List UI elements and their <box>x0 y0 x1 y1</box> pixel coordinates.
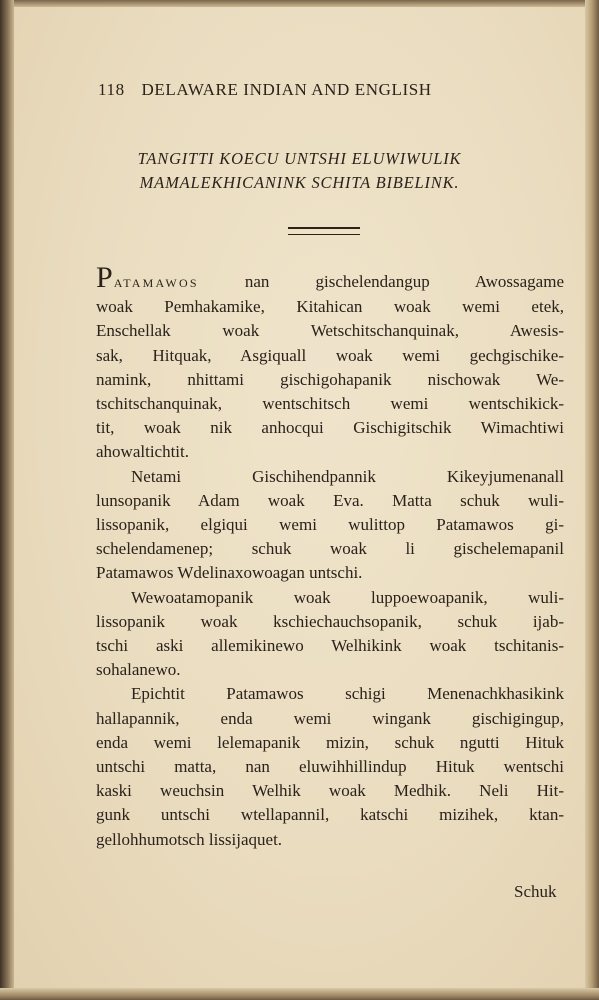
text-line: lissopanik woak kschiechauchsopanik, schuk ijab- <box>96 611 564 631</box>
running-title: DELAWARE INDIAN AND ENGLISH <box>141 80 432 99</box>
text-line: Enschellak woak Wetschitschanquinak, Awesis- <box>96 321 564 341</box>
text-line: schelendamenep; schuk woak li gischelemapanil <box>96 539 564 559</box>
page-bottom-edge <box>0 988 599 1000</box>
paragraph-1-first-line <box>96 261 564 295</box>
text-line: lunsopanik Adam woak Eva. Matta schuk wuli- <box>96 490 564 510</box>
page-top-edge <box>0 0 599 7</box>
text-line: Patamawos Wdelinaxowoagan untschi. <box>96 563 363 583</box>
page-right-edge <box>585 0 599 1000</box>
paragraph-4 <box>96 682 564 851</box>
text-line: Netami Gischihendpannik Kikeyjumenanall <box>131 466 564 486</box>
paragraph-3 <box>96 586 564 683</box>
first-line-text: nan gischelendangup Awossagame <box>198 272 564 291</box>
text-line: namink, nhittami gischigohapanik nischowak We- <box>96 369 564 389</box>
text-line: lissopanik, elgiqui wemi wulittop Patamawos gi- <box>96 515 564 535</box>
body-text <box>96 261 564 852</box>
catchword: Schuk <box>514 882 557 901</box>
text-line: tschi aski allemikinewo Welhikink woak tschitanis- <box>96 636 564 656</box>
binding-gutter <box>0 0 14 1000</box>
page-number: 118 <box>98 80 125 99</box>
text-line: sak, Hitquak, Asgiquall woak wemi gechgischike- <box>96 345 564 365</box>
text-line: ahowaltichtit. <box>96 442 190 462</box>
drop-cap: P <box>96 261 113 294</box>
section-title-line-1: TANGITTI KOECU UNTSHI ELUWIWULIK <box>137 149 462 168</box>
text-line: gunk untschi wtellapannil, katschi mizihek, ktan- <box>96 805 564 825</box>
paragraph-1 <box>96 261 564 465</box>
book-page <box>14 7 585 988</box>
text-line: untschi matta, nan eluwihhillindup Hituk wentschi <box>96 757 564 777</box>
text-line: enda wemi lelemapanik mizin, schuk ngutti Hituk <box>96 732 564 752</box>
text-line: sohalanewo. <box>96 660 181 680</box>
running-head <box>98 80 432 100</box>
text-line: tschitschanquinak, wentschitsch wemi wentschikick- <box>96 394 564 414</box>
text-line: tit, woak nik anhocqui Gischigitschik Wimachtiwi <box>96 418 564 438</box>
section-title <box>14 147 585 195</box>
ornamental-rule <box>288 227 360 235</box>
text-line: woak Pemhakamike, Kitahican woak wemi etek, <box>96 297 564 317</box>
text-line: kaski weuchsin Welhik woak Medhik. Neli Hit- <box>96 781 564 801</box>
text-line: gellohhumotsch lissijaquet. <box>96 829 283 849</box>
text-line: Wewoatamopanik woak luppoewoapanik, wuli- <box>131 587 564 607</box>
paragraph-2 <box>96 465 564 586</box>
section-title-line-2: MAMALEKHICANINK SCHITA BIBELINK. <box>139 173 460 192</box>
text-line: Epichtit Patamawos schigi Menenachkhasikink <box>131 684 564 704</box>
small-caps-word: ATAMAWOS <box>113 276 199 290</box>
text-line: hallapannik, enda wemi wingank gischigingup, <box>96 708 564 728</box>
